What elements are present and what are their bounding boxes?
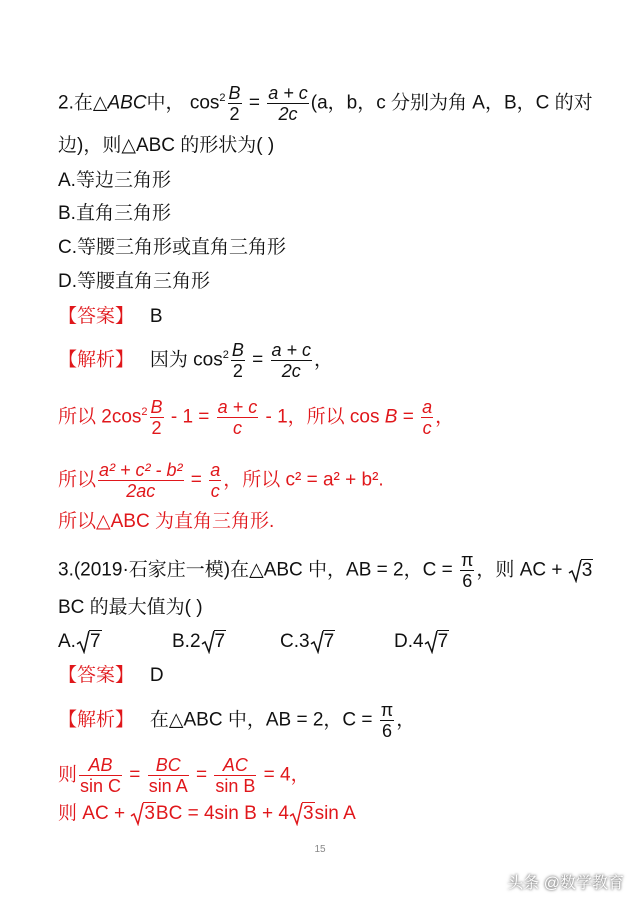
page-number: 15 (314, 844, 326, 855)
frac-num: a + c (217, 397, 258, 417)
frac-den: c (422, 418, 432, 438)
sqrt-7 (424, 630, 450, 654)
eq: = (185, 469, 208, 491)
answer-label: 【答案】 (58, 306, 135, 327)
radicand: 7 (323, 631, 335, 652)
eq: = (246, 349, 269, 371)
q2-abc: ABC (107, 92, 147, 114)
frac-den: 6 (460, 570, 474, 591)
frac-den: sin C (80, 776, 122, 796)
q2-frac-b2 (228, 83, 242, 124)
frac-ab-sinc (79, 755, 122, 796)
sup: 2 (141, 406, 148, 419)
answer-value: D (149, 665, 164, 686)
text: - 1，所以 cos (260, 406, 385, 428)
frac-num: BC (155, 755, 181, 775)
q2-answer-line (58, 305, 163, 329)
q3-answer-line (58, 664, 164, 688)
text: - 1 = (165, 406, 215, 428)
q2-option-d: D.等腰直角三角形 (58, 271, 211, 292)
frac-pi-6 (380, 700, 394, 741)
frac-bc-sina (148, 755, 189, 796)
text: 所以 2cos (58, 406, 142, 428)
radical-icon (310, 630, 324, 654)
sqrt-3 (289, 802, 315, 826)
text: 则 AC + (58, 803, 131, 824)
radicand: 3 (144, 803, 155, 824)
q2-analysis-line2 (58, 397, 454, 438)
frac-den: 2 (232, 361, 243, 381)
q2-analysis-line3 (58, 460, 384, 501)
frac-den: sin B (215, 776, 256, 796)
q3-option-d (394, 630, 449, 654)
q2-paren-text: (a，b，c 分别为角 A，B，C 的对 (310, 92, 593, 114)
radicand: 3 (302, 803, 314, 824)
radical-icon (201, 630, 215, 654)
text: ，则 AC + (476, 559, 568, 581)
analysis-label: 【解析】 (58, 349, 135, 371)
q2-stem-line1 (58, 83, 593, 124)
q2-analysis-line1 (58, 340, 333, 381)
frac-pi-6 (460, 550, 474, 591)
frac-num: a (210, 460, 221, 480)
radical-icon (424, 630, 438, 654)
radicand: 7 (437, 631, 449, 652)
q3-stem-line2: BC 的最大值为( ) (58, 597, 203, 618)
frac-num: B (150, 397, 163, 417)
analysis-label: 【解析】 (58, 709, 135, 731)
q2-option-b: B.直角三角形 (58, 203, 171, 224)
text: BC = 4sin B + 4 (155, 803, 289, 824)
sqrt-7 (201, 630, 227, 654)
q2-conclusion: 所以△ABC 为直角三角形. (58, 511, 275, 532)
frac-den: 2c (267, 103, 309, 124)
comma: ， (435, 406, 455, 428)
frac-num: a + c (268, 83, 308, 103)
q3-stem-line1 (58, 550, 593, 591)
sqrt-3 (130, 802, 156, 826)
opt-label: B.2 (172, 631, 201, 652)
q2-option-c: C.等腰三角形或直角三角形 (58, 237, 287, 258)
opt-label: D.4 (394, 631, 424, 652)
analysis-text: 因为 cos (149, 349, 223, 371)
frac-den: 6 (380, 720, 394, 741)
opt-label: A. (58, 631, 76, 652)
frac-den: 2ac (98, 480, 184, 501)
radical-icon (130, 802, 144, 826)
frac-b2 (150, 397, 164, 438)
radicand: 7 (89, 631, 101, 652)
q2-sup: 2 (219, 92, 226, 105)
comma: ， (396, 709, 416, 731)
frac-den: c (217, 417, 259, 438)
answer-label: 【答案】 (58, 665, 135, 686)
frac-den: 2c (271, 360, 313, 381)
q2-stem-text: 2.在△ (58, 92, 108, 114)
frac-apc (271, 340, 313, 381)
q3-analysis-line2: 则 $\frac{AB}{\text{sin C}}$ = $\frac{BC}{\text{sin A}}$ = $\frac{AC}{\text{sin B}}$ = 4， (58, 755, 310, 796)
var-b: B (384, 406, 398, 428)
frac-b2 (231, 340, 245, 381)
frac-num: a (422, 397, 433, 417)
frac-a-c (421, 397, 433, 438)
frac-den: sin A (148, 776, 188, 796)
frac-ac-sinb (214, 755, 256, 796)
frac-num: AB (88, 755, 113, 775)
text: = 4， (258, 764, 310, 786)
frac-num: B (228, 83, 241, 103)
frac-den: 2 (229, 104, 240, 124)
radicand: 7 (214, 631, 226, 652)
eq: = (397, 406, 420, 428)
sqrt-7 (76, 630, 102, 654)
text: ，所以 c² = a² + b². (223, 469, 384, 491)
sup: 2 (222, 349, 229, 362)
frac-num: B (231, 340, 244, 360)
q3-analysis-line3 (58, 802, 356, 826)
sqrt-3 (568, 559, 594, 583)
q2-stem-line2: 边)，则△ABC 的形状为( ) (58, 135, 275, 156)
frac-num: a + c (271, 340, 312, 360)
frac-apc-c (217, 397, 259, 438)
text: 则 (58, 764, 78, 786)
radical-icon (76, 630, 90, 654)
q3-option-b (172, 630, 226, 654)
q2-zhong: 中， (146, 92, 185, 114)
opt-label: C.3 (280, 631, 310, 652)
frac-num: π (461, 550, 474, 570)
text: 3.(2019·石家庄一模)在△ABC 中，AB = 2，C = (58, 559, 458, 581)
frac-cosine-law (98, 460, 184, 501)
radicand: 3 (581, 559, 593, 581)
frac-num: AC (222, 755, 248, 775)
q2-cos: cos (189, 92, 220, 114)
sqrt-7 (310, 630, 336, 654)
radical-icon (289, 802, 303, 826)
radical-icon (568, 559, 582, 583)
q3-analysis-line1 (58, 700, 415, 741)
comma: ， (314, 349, 334, 371)
text: 所以 (58, 469, 97, 491)
frac-num: π (380, 700, 394, 720)
text: sin A (314, 803, 356, 824)
q2-eq: = (243, 92, 266, 114)
q2-frac-apc (267, 83, 309, 124)
frac-den: 2 (151, 418, 162, 438)
watermark: 头条 @数学教育 (507, 875, 624, 892)
q3-option-a (58, 630, 102, 654)
frac-den: c (210, 481, 220, 501)
q2-option-a: A.等边三角形 (58, 170, 171, 191)
analysis-text: 在△ABC 中，AB = 2，C = (149, 709, 378, 731)
q3-option-c (280, 630, 335, 654)
answer-value: B (149, 306, 163, 327)
frac-num: a² + c² - b² (99, 460, 183, 480)
frac-a-c (209, 460, 221, 501)
